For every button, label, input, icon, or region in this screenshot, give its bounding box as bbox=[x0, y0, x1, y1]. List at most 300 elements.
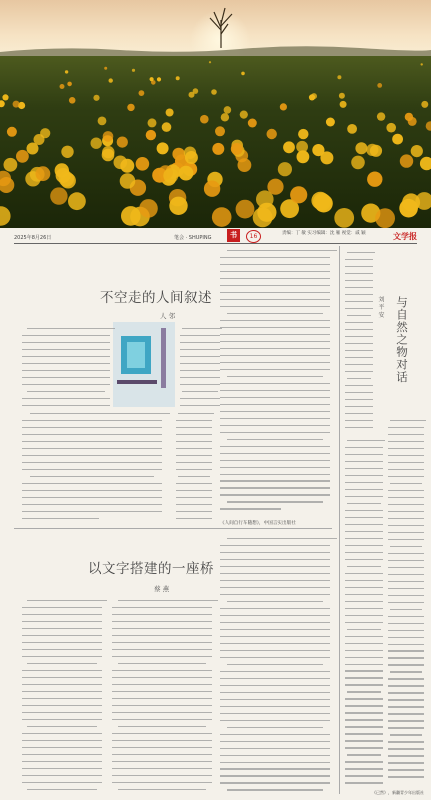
text-line bbox=[388, 699, 424, 700]
text-line bbox=[220, 768, 330, 769]
daffodil-bloom bbox=[366, 144, 378, 156]
text-line bbox=[22, 349, 110, 350]
text-line bbox=[220, 720, 330, 721]
text-line bbox=[22, 469, 162, 470]
text-line bbox=[220, 285, 330, 286]
text-line bbox=[220, 699, 330, 700]
text-line bbox=[22, 490, 162, 491]
text-line bbox=[176, 427, 212, 428]
daffodil-bloom bbox=[298, 129, 308, 139]
book-cover-image bbox=[113, 322, 175, 407]
daffodil-bloom bbox=[296, 141, 308, 153]
daffodil-bloom bbox=[132, 69, 135, 72]
text-line bbox=[388, 727, 424, 728]
text-line bbox=[388, 664, 424, 665]
daffodil-bloom bbox=[50, 187, 67, 204]
daffodil-bloom bbox=[392, 134, 403, 145]
text-line bbox=[220, 480, 330, 481]
daffodil-bloom bbox=[212, 207, 232, 227]
text-line bbox=[112, 705, 212, 706]
text-line bbox=[345, 580, 383, 581]
text-line bbox=[220, 292, 330, 293]
page-number: 16 bbox=[246, 230, 261, 243]
text-line bbox=[112, 782, 212, 783]
text-line bbox=[220, 487, 330, 488]
text-line bbox=[176, 497, 212, 498]
text-line bbox=[220, 615, 330, 616]
daffodil-bloom bbox=[351, 156, 365, 170]
text-line bbox=[345, 427, 373, 428]
daffodil-bloom bbox=[400, 154, 413, 167]
text-line bbox=[176, 469, 212, 470]
daffodil-bloom bbox=[313, 193, 331, 211]
text-line bbox=[22, 448, 162, 449]
text-line bbox=[345, 650, 383, 651]
daffodil-bloom bbox=[69, 97, 76, 104]
text-line bbox=[220, 741, 330, 742]
text-line bbox=[22, 691, 102, 692]
text-line bbox=[180, 384, 220, 385]
daffodil-bloom bbox=[109, 78, 113, 82]
daffodil-bloom bbox=[256, 190, 274, 208]
daffodil-bloom bbox=[240, 111, 248, 119]
text-line bbox=[22, 377, 110, 378]
daffodil-bloom bbox=[157, 77, 161, 81]
daffodil-bloom bbox=[337, 75, 341, 79]
text-line bbox=[388, 518, 424, 519]
text-line bbox=[220, 271, 330, 272]
text-line bbox=[345, 657, 383, 658]
text-line bbox=[220, 264, 330, 265]
text-line bbox=[347, 566, 380, 567]
text-line bbox=[388, 616, 424, 617]
daffodil-bloom bbox=[121, 206, 141, 226]
text-line bbox=[22, 511, 162, 512]
text-line bbox=[22, 649, 102, 650]
daffodil-bloom bbox=[253, 208, 273, 228]
text-line bbox=[345, 622, 383, 623]
text-line bbox=[388, 469, 424, 470]
daffodil-bloom bbox=[375, 208, 395, 228]
daffodil-bloom bbox=[290, 186, 307, 203]
daffodil-bloom bbox=[280, 103, 287, 110]
article1-body-col1 bbox=[22, 413, 162, 525]
daffodil-bloom bbox=[211, 89, 217, 95]
daffodil-bloom bbox=[402, 193, 420, 211]
text-line bbox=[118, 726, 206, 727]
text-line bbox=[22, 405, 110, 406]
text-line bbox=[220, 306, 330, 307]
text-line bbox=[220, 341, 330, 342]
text-line bbox=[227, 313, 324, 314]
text-line bbox=[22, 342, 110, 343]
section-badge: 书 bbox=[227, 229, 240, 242]
article2-author: 蔡 燕 bbox=[154, 585, 170, 593]
daffodil-bloom bbox=[146, 130, 156, 140]
text-line bbox=[345, 336, 373, 337]
section-name: 笔会 · SHUPING bbox=[174, 235, 212, 241]
sidebar-divider bbox=[339, 246, 340, 794]
text-line bbox=[27, 726, 97, 727]
text-line bbox=[388, 755, 424, 756]
text-line bbox=[112, 628, 212, 629]
text-line bbox=[345, 454, 383, 455]
daffodil-bloom bbox=[98, 117, 107, 126]
text-line bbox=[220, 552, 330, 553]
text-line bbox=[388, 553, 424, 554]
text-line bbox=[112, 677, 212, 678]
daffodil-bloom bbox=[40, 128, 50, 138]
text-line bbox=[347, 378, 372, 379]
text-line bbox=[347, 440, 385, 441]
text-line bbox=[388, 567, 424, 568]
text-line bbox=[22, 607, 102, 608]
text-line bbox=[220, 474, 330, 475]
sidebar-book-credit: 《已然》，新疆青少年出版社 bbox=[372, 790, 424, 795]
text-line bbox=[22, 363, 110, 364]
text-line bbox=[220, 685, 330, 686]
text-line bbox=[220, 566, 330, 567]
text-line bbox=[22, 462, 162, 463]
sidebar-body-col2 bbox=[388, 420, 424, 783]
text-line bbox=[22, 635, 102, 636]
text-line bbox=[345, 643, 383, 644]
text-line bbox=[27, 789, 97, 790]
text-line bbox=[220, 425, 330, 426]
daffodil-bloom bbox=[61, 146, 73, 158]
daffodil-bloom bbox=[339, 93, 345, 99]
text-line bbox=[22, 719, 102, 720]
text-line bbox=[220, 494, 330, 495]
editor-credits: 责编：丁 敏 实习编辑：沈 雁 视觉：戚 颖 bbox=[282, 231, 366, 236]
text-line bbox=[345, 468, 383, 469]
text-line bbox=[30, 413, 170, 414]
text-line bbox=[388, 623, 424, 624]
text-line bbox=[176, 518, 212, 519]
daffodil-bloom bbox=[139, 199, 158, 218]
text-line bbox=[345, 747, 383, 748]
text-line bbox=[220, 411, 330, 412]
text-line bbox=[180, 405, 220, 406]
text-line bbox=[112, 719, 212, 720]
text-line bbox=[220, 657, 330, 658]
text-line bbox=[27, 391, 104, 392]
daffodil-bloom bbox=[193, 88, 199, 94]
text-line bbox=[227, 789, 324, 790]
text-line bbox=[345, 294, 373, 295]
text-line bbox=[388, 637, 424, 638]
text-line bbox=[112, 747, 212, 748]
text-line bbox=[345, 684, 383, 685]
text-line bbox=[220, 383, 330, 384]
daffodil-bloom bbox=[36, 166, 51, 181]
text-line bbox=[227, 601, 324, 602]
text-line bbox=[388, 650, 424, 651]
text-line bbox=[345, 587, 383, 588]
text-line bbox=[345, 517, 383, 518]
text-line bbox=[22, 398, 110, 399]
text-line bbox=[220, 334, 330, 335]
text-line bbox=[345, 782, 383, 783]
text-line bbox=[388, 441, 424, 442]
daffodil-bloom bbox=[176, 76, 180, 80]
text-line bbox=[176, 448, 212, 449]
text-line bbox=[220, 622, 330, 623]
header-photo-daffodil-field bbox=[0, 0, 431, 228]
text-line bbox=[345, 538, 383, 539]
daffodil-bloom bbox=[136, 157, 150, 171]
text-line bbox=[22, 621, 102, 622]
text-line bbox=[22, 504, 162, 505]
daffodil-bloom bbox=[162, 122, 172, 132]
text-line bbox=[347, 691, 380, 692]
text-line bbox=[112, 761, 212, 762]
daffodil-bloom bbox=[386, 123, 396, 133]
text-line bbox=[22, 384, 110, 385]
daffodil-bloom bbox=[215, 126, 225, 136]
text-line bbox=[176, 490, 212, 491]
text-line bbox=[22, 684, 102, 685]
daffodil-bloom bbox=[16, 150, 29, 163]
text-line bbox=[180, 335, 220, 336]
newspaper-logo: 文学报 bbox=[393, 231, 417, 241]
daffodil-bloom bbox=[67, 82, 72, 87]
text-line bbox=[112, 768, 212, 769]
text-line bbox=[390, 609, 422, 610]
text-line bbox=[345, 350, 373, 351]
daffodil-bloom bbox=[13, 101, 20, 108]
text-line bbox=[220, 278, 330, 279]
daffodil-bloom bbox=[320, 151, 333, 164]
text-line bbox=[112, 684, 212, 685]
text-line bbox=[220, 713, 330, 714]
text-line bbox=[345, 768, 383, 769]
text-line bbox=[345, 775, 383, 776]
text-line bbox=[345, 322, 373, 323]
text-line bbox=[180, 356, 220, 357]
text-line bbox=[176, 441, 212, 442]
text-line bbox=[390, 483, 422, 484]
text-line bbox=[118, 789, 206, 790]
text-line bbox=[220, 594, 330, 595]
text-line bbox=[22, 747, 102, 748]
daffodil-bloom bbox=[411, 145, 423, 157]
text-line bbox=[345, 608, 383, 609]
text-line bbox=[388, 574, 424, 575]
daffodil-bloom bbox=[60, 84, 65, 89]
text-line bbox=[388, 706, 424, 707]
text-line bbox=[112, 733, 212, 734]
text-line bbox=[22, 698, 102, 699]
text-line bbox=[112, 614, 212, 615]
text-line bbox=[345, 531, 383, 532]
article2-body-col3 bbox=[220, 538, 330, 796]
text-line bbox=[345, 552, 383, 553]
text-line bbox=[345, 482, 383, 483]
text-line bbox=[22, 370, 110, 371]
text-line bbox=[388, 497, 424, 498]
text-line bbox=[388, 769, 424, 770]
text-line bbox=[227, 250, 337, 251]
text-line bbox=[220, 453, 330, 454]
text-line bbox=[220, 446, 330, 447]
daffodil-bloom bbox=[150, 77, 154, 81]
text-line bbox=[22, 705, 102, 706]
text-line bbox=[22, 782, 102, 783]
text-line bbox=[345, 573, 383, 574]
daffodil-bloom bbox=[377, 112, 385, 120]
text-line bbox=[227, 439, 324, 440]
sidebar-body-col1 bbox=[345, 440, 383, 789]
text-line bbox=[345, 392, 373, 393]
text-line bbox=[220, 775, 330, 776]
daffodil-bloom bbox=[405, 113, 413, 121]
article-separator-rule bbox=[14, 528, 332, 529]
text-line bbox=[180, 363, 220, 364]
text-line bbox=[345, 399, 373, 400]
text-line bbox=[22, 356, 110, 357]
text-line bbox=[388, 776, 424, 777]
daffodil-bloom bbox=[334, 208, 354, 228]
text-line bbox=[220, 320, 330, 321]
text-line bbox=[220, 629, 330, 630]
daffodil-bloom bbox=[309, 94, 315, 100]
text-line bbox=[388, 525, 424, 526]
text-line bbox=[227, 664, 324, 665]
text-line bbox=[112, 642, 212, 643]
text-line bbox=[388, 602, 424, 603]
text-line bbox=[388, 462, 424, 463]
text-line bbox=[176, 462, 212, 463]
text-line bbox=[388, 581, 424, 582]
text-line bbox=[22, 614, 102, 615]
text-line bbox=[388, 595, 424, 596]
text-line bbox=[112, 621, 212, 622]
text-line bbox=[345, 559, 383, 560]
text-line bbox=[22, 434, 162, 435]
text-line bbox=[27, 600, 107, 601]
daffodil-bloom bbox=[231, 143, 243, 155]
text-line bbox=[345, 740, 383, 741]
text-line bbox=[112, 754, 212, 755]
daffodil-bloom bbox=[2, 94, 8, 100]
text-line bbox=[220, 678, 330, 679]
text-line bbox=[112, 607, 212, 608]
article1-title: 不空走的人间叙述 bbox=[100, 290, 212, 306]
text-line bbox=[345, 636, 383, 637]
text-line bbox=[390, 546, 422, 547]
text-line bbox=[22, 733, 102, 734]
daffodil-bloom bbox=[163, 168, 178, 183]
daffodil-bloom bbox=[65, 70, 68, 73]
text-line bbox=[112, 670, 212, 671]
text-line bbox=[22, 455, 162, 456]
daffodil-bloom bbox=[355, 142, 367, 154]
text-line bbox=[22, 768, 102, 769]
daffodil-bloom bbox=[421, 101, 428, 108]
sidebar-text-top bbox=[345, 252, 373, 434]
text-line bbox=[388, 657, 424, 658]
text-line bbox=[345, 259, 373, 260]
text-line bbox=[345, 510, 383, 511]
text-line bbox=[345, 475, 383, 476]
text-line bbox=[388, 539, 424, 540]
text-line bbox=[22, 670, 102, 671]
text-line bbox=[388, 588, 424, 589]
daffodil-bloom bbox=[104, 67, 107, 70]
text-line bbox=[345, 357, 373, 358]
text-line bbox=[178, 413, 214, 414]
daffodil-bloom bbox=[224, 106, 232, 114]
text-line bbox=[388, 644, 424, 645]
text-line bbox=[112, 691, 212, 692]
text-line bbox=[347, 503, 380, 504]
text-line bbox=[30, 476, 153, 477]
page-header bbox=[14, 229, 417, 244]
text-line bbox=[220, 404, 330, 405]
text-line bbox=[220, 362, 330, 363]
daffodil-bloom bbox=[166, 109, 174, 117]
article1-body-col2 bbox=[176, 413, 212, 525]
text-line bbox=[22, 483, 162, 484]
text-line bbox=[347, 754, 380, 755]
daffodil-bloom bbox=[421, 63, 423, 65]
daffodil-bloom bbox=[157, 142, 169, 154]
text-line bbox=[220, 418, 330, 419]
daffodil-bloom bbox=[3, 158, 17, 172]
text-line bbox=[220, 587, 330, 588]
text-line bbox=[390, 734, 422, 735]
text-line bbox=[220, 692, 330, 693]
text-line bbox=[345, 726, 383, 727]
text-line bbox=[220, 636, 330, 637]
daffodil-bloom bbox=[169, 197, 187, 215]
text-line bbox=[345, 371, 373, 372]
text-line bbox=[180, 370, 220, 371]
text-line bbox=[112, 698, 212, 699]
text-line bbox=[347, 629, 380, 630]
text-line bbox=[388, 685, 424, 686]
daffodil-bloom bbox=[148, 118, 157, 127]
text-line bbox=[345, 420, 373, 421]
text-line bbox=[388, 748, 424, 749]
text-line bbox=[220, 608, 330, 609]
text-line bbox=[345, 524, 383, 525]
text-line bbox=[345, 461, 383, 462]
text-line bbox=[388, 511, 424, 512]
text-line bbox=[390, 420, 426, 421]
text-line bbox=[345, 343, 373, 344]
text-line bbox=[345, 545, 383, 546]
text-line bbox=[176, 483, 212, 484]
daffodil-bloom bbox=[204, 181, 220, 197]
text-line bbox=[220, 508, 281, 509]
text-line bbox=[220, 460, 330, 461]
daffodil-bloom bbox=[278, 162, 292, 176]
text-line bbox=[345, 489, 383, 490]
text-line bbox=[345, 273, 373, 274]
text-line bbox=[345, 301, 373, 302]
text-line bbox=[345, 280, 373, 281]
text-line bbox=[345, 719, 383, 720]
text-line bbox=[345, 496, 383, 497]
text-line bbox=[22, 712, 102, 713]
text-line bbox=[220, 650, 330, 651]
text-line bbox=[112, 649, 212, 650]
daffodil-bloom bbox=[68, 192, 86, 210]
text-line bbox=[112, 775, 212, 776]
text-line bbox=[220, 327, 330, 328]
